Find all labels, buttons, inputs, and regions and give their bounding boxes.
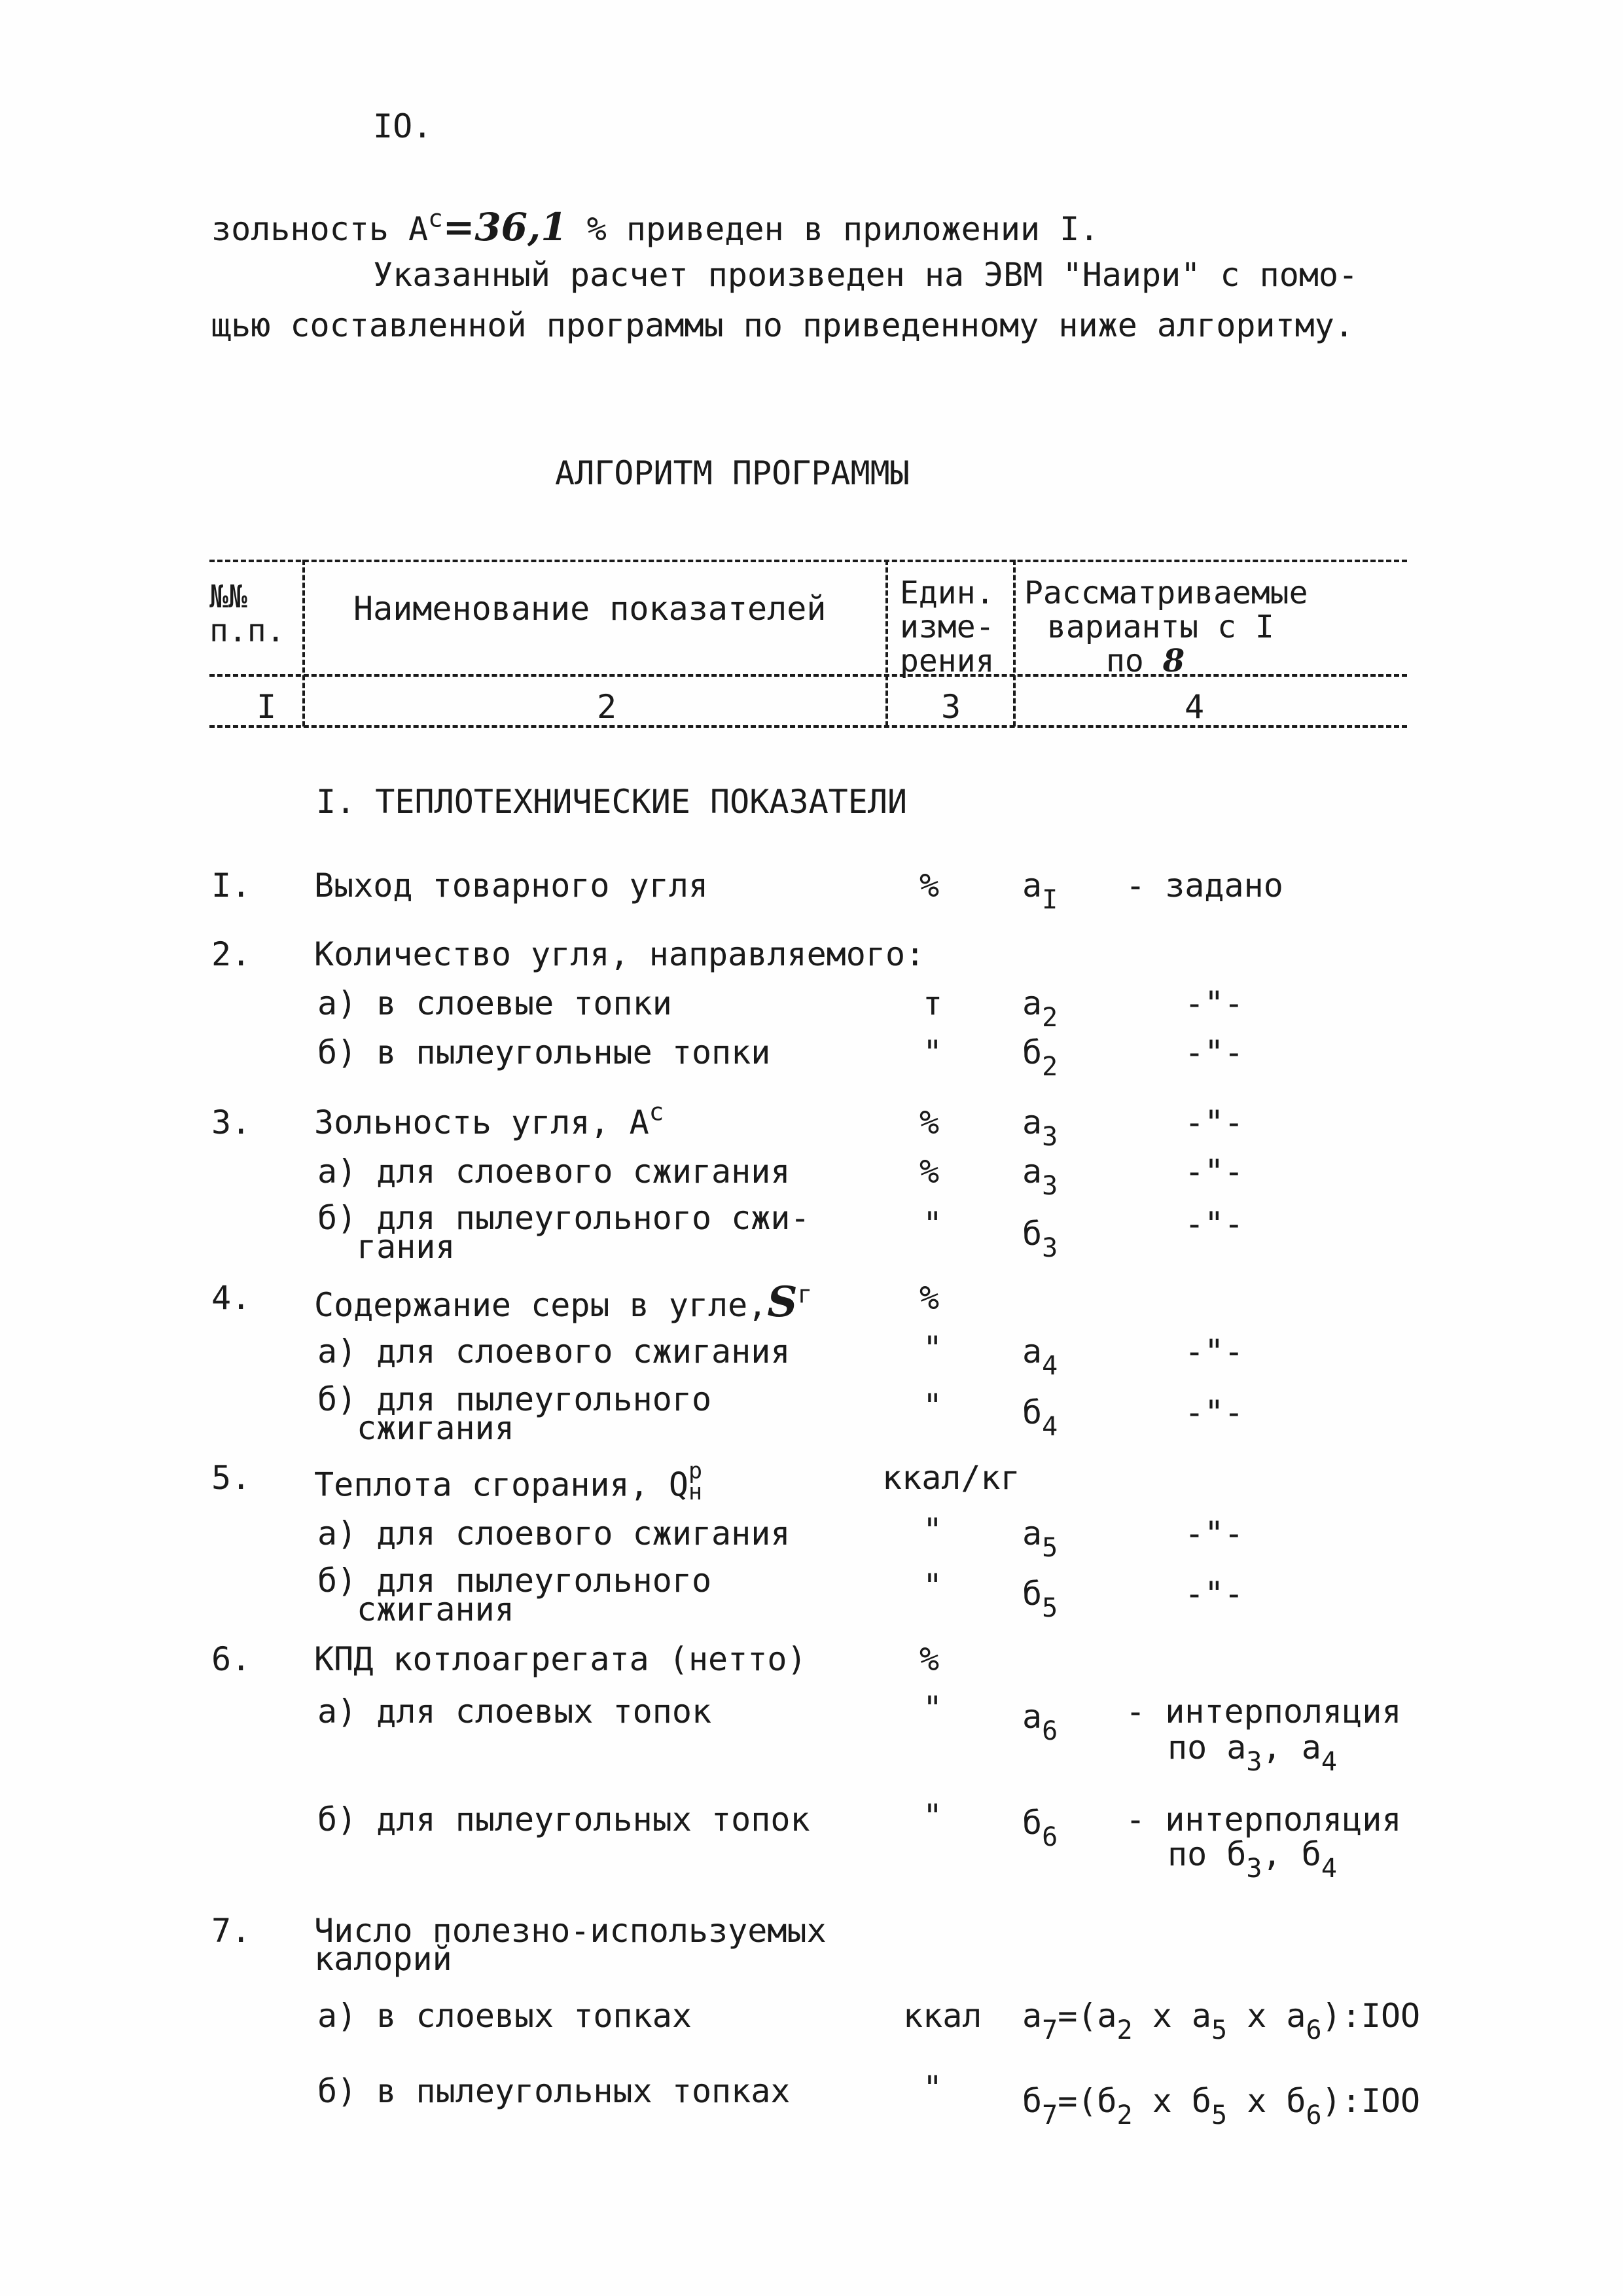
row-7a-formula (1022, 1997, 1421, 2045)
header-col1-line2: п.п. (209, 613, 285, 649)
note-index-1: 3 (1246, 1747, 1262, 1777)
row-7a-name: а) в слоевых топках (317, 1997, 692, 2035)
header-col3-line2: изме- (900, 609, 995, 645)
formula-part: х б (1227, 2082, 1306, 2120)
header-col4-po: по (1106, 643, 1144, 679)
row-2a-variable (1022, 984, 1058, 1033)
row-3-number: 3. (211, 1103, 251, 1141)
row-2a-name: а) в слоевые топки (317, 984, 672, 1022)
row-5-name (314, 1458, 703, 1505)
row-5a-ditto: -"- (1185, 1515, 1244, 1552)
row-1-note: - задано (1126, 867, 1283, 905)
var-letter: б (1022, 1033, 1043, 1071)
row-6b-variable (1022, 1804, 1058, 1852)
row-6a-note-2 (1168, 1729, 1337, 1777)
row-4b-name: б) для пылеугольного (317, 1380, 712, 1418)
row-2-number: 2. (211, 935, 251, 973)
formula-part: х а (1227, 1997, 1306, 2035)
ash-value-handwritten: =36,1 (442, 205, 567, 249)
row-6b-unit: " (923, 1797, 943, 1835)
note-mid: , б (1262, 1835, 1321, 1873)
row-3-ditto: -"- (1185, 1103, 1244, 1141)
row-4b-variable (1022, 1393, 1058, 1442)
page-number: IO. (373, 107, 433, 145)
row-6-unit: % (919, 1640, 940, 1678)
col-number-3: 3 (941, 688, 961, 726)
row-4b-ditto: -"- (1185, 1393, 1244, 1431)
row-6b-note-1: - интерполяция (1126, 1801, 1402, 1839)
row-1-number: I. (211, 867, 251, 905)
row-3a-name: а) для слоевого сжигания (317, 1153, 791, 1191)
row-5b-variable (1022, 1575, 1058, 1623)
formula-lhs: б (1022, 2082, 1043, 2120)
table-divider-3 (1013, 560, 1016, 726)
note-index-1: 3 (1246, 1854, 1262, 1884)
header-col2: Наименование показателей (353, 590, 827, 628)
row-1-name: Выход товарного угля (314, 867, 709, 905)
row-7-name-2: калорий (314, 1940, 452, 1978)
row-4a-variable (1022, 1333, 1058, 1381)
row-2-name: Количество угля, направляемого: (314, 935, 925, 973)
row-3a-ditto: -"- (1185, 1153, 1244, 1191)
row-7b-unit: " (923, 2069, 943, 2107)
row-7-number: 7. (211, 1912, 251, 1950)
var-letter: а (1022, 1103, 1043, 1141)
row-2b-unit: " (923, 1033, 943, 1071)
row-3b-name-2: гания (357, 1228, 455, 1266)
row-5-name-sup: р (688, 1458, 703, 1484)
formula-part: х б (1132, 2082, 1212, 2120)
header-col4-handwritten: 8 (1162, 643, 1185, 679)
intro-line-2: Указанный расчет произведен на ЭВМ "Наири" с помо- (373, 256, 1359, 294)
formula-index: 5 (1211, 2100, 1228, 2130)
algorithm-title: АЛГОРИТМ ПРОГРАММЫ (555, 454, 910, 492)
row-4-name (314, 1278, 813, 1327)
section-title: I. ТЕПЛОТЕХНИЧЕСКИЕ ПОКАЗАТЕЛИ (316, 783, 908, 821)
row-6b-note-2 (1168, 1835, 1337, 1884)
var-letter: а (1022, 867, 1043, 905)
formula-part: х а (1132, 1997, 1212, 2035)
row-3b-variable (1022, 1215, 1058, 1263)
var-index: 3 (1042, 1122, 1058, 1152)
var-letter: а (1022, 984, 1043, 1022)
row-7a-unit: ккал (903, 1997, 982, 2035)
var-index: 2 (1042, 1003, 1058, 1033)
row-1-unit: % (919, 867, 940, 905)
row-4b-name-2: сжигания (357, 1409, 514, 1447)
row-2b-ditto: -"- (1185, 1033, 1244, 1071)
header-col4-line3 (1106, 644, 1185, 678)
row-5-unit: ккал/кг (882, 1459, 1020, 1497)
row-5-name-text: Теплота сгорания, Q (314, 1465, 688, 1504)
row-4-unit: % (919, 1279, 940, 1317)
note-prefix: по а (1168, 1729, 1247, 1767)
row-6-number: 6. (211, 1640, 251, 1678)
row-4a-ditto: -"- (1185, 1333, 1244, 1371)
row-3-name-sup: с (649, 1097, 664, 1126)
row-5b-unit: " (923, 1567, 943, 1605)
row-3-name-text: Зольность угля, А (314, 1103, 649, 1141)
row-3b-name: б) для пылеугольного сжи- (317, 1199, 810, 1237)
intro-line-1 (211, 204, 1099, 249)
formula-index: 6 (1306, 2100, 1322, 2130)
note-mid: , а (1262, 1729, 1321, 1767)
formula-index: 2 (1116, 2100, 1133, 2130)
formula-part: ):IOO (1321, 2082, 1421, 2120)
row-4-name-sup: г (797, 1280, 813, 1309)
row-6a-variable (1022, 1698, 1058, 1746)
var-letter: б (1022, 1804, 1043, 1842)
var-letter: б (1022, 1215, 1043, 1253)
row-2a-ditto: -"- (1185, 984, 1244, 1022)
var-index: 5 (1042, 1533, 1058, 1563)
table-header-rule (209, 674, 1407, 677)
col-number-4: 4 (1185, 688, 1205, 726)
row-3a-unit: % (919, 1153, 940, 1191)
row-3b-unit: " (923, 1205, 943, 1243)
row-7b-formula (1022, 2082, 1421, 2130)
row-5a-name: а) для слоевого сжигания (317, 1515, 791, 1552)
table-top-rule (209, 560, 1407, 562)
var-letter: б (1022, 1575, 1043, 1613)
formula-part: =(б (1058, 2082, 1117, 2120)
row-6-name: КПД котлоагрегата (нетто) (314, 1640, 807, 1678)
row-5b-name: б) для пылеугольного (317, 1562, 712, 1600)
formula-lhs-index: 7 (1042, 2015, 1058, 2045)
note-index-2: 4 (1321, 1747, 1337, 1777)
row-4-name-handwritten: S (767, 1278, 798, 1327)
row-2a-unit: т (923, 984, 943, 1022)
formula-lhs: а (1022, 1997, 1043, 2035)
var-letter: а (1022, 1333, 1043, 1371)
ash-superscript: с (428, 204, 443, 233)
col-number-1: I (257, 688, 277, 726)
row-6a-note-1: - интерполяция (1126, 1693, 1402, 1731)
row-5b-name-2: сжигания (357, 1590, 514, 1628)
row-7-name: Число полезно-используемых (314, 1912, 827, 1950)
row-3-variable (1022, 1103, 1058, 1152)
intro-line-1-prefix: зольность А (211, 210, 429, 248)
row-6a-unit: " (923, 1689, 943, 1727)
row-4-name-text: Содержание серы в угле, (314, 1286, 768, 1324)
formula-index: 5 (1211, 2015, 1228, 2045)
row-3-unit: % (919, 1103, 940, 1141)
row-5b-ditto: -"- (1185, 1575, 1244, 1613)
row-5a-unit: " (923, 1511, 943, 1549)
var-index: I (1042, 885, 1058, 915)
header-col3-line1: Един. (900, 575, 995, 611)
row-1-variable (1022, 867, 1058, 915)
row-6a-name: а) для слоевых топок (317, 1693, 712, 1731)
var-index: 6 (1042, 1716, 1058, 1746)
var-index: 3 (1042, 1171, 1058, 1201)
header-col1-line1: №№ (209, 579, 247, 615)
col-number-2: 2 (597, 688, 617, 726)
row-5a-variable (1022, 1515, 1058, 1563)
var-letter: б (1022, 1393, 1043, 1431)
table-numbers-rule (209, 725, 1407, 728)
row-2b-variable (1022, 1033, 1058, 1082)
intro-line-3: щью составленной программы по приведенному ниже алгоритму. (211, 306, 1354, 344)
var-letter: а (1022, 1698, 1043, 1736)
header-col3-line3: рения (900, 643, 995, 679)
intro-line-1-suffix: % приведен в приложении I. (586, 210, 1099, 248)
row-5-name-indices (688, 1458, 703, 1505)
var-index: 6 (1042, 1822, 1058, 1852)
formula-index: 6 (1306, 2015, 1322, 2045)
formula-index: 2 (1116, 2015, 1133, 2045)
row-5-name-sub: н (688, 1479, 703, 1505)
row-3b-ditto: -"- (1185, 1205, 1244, 1243)
row-3-name (314, 1097, 664, 1141)
var-index: 3 (1042, 1233, 1058, 1263)
row-4-number: 4. (211, 1279, 251, 1317)
formula-part: =(а (1058, 1997, 1117, 2035)
formula-lhs-index: 7 (1042, 2100, 1058, 2130)
header-col4-line2: варианты с I (1047, 609, 1274, 645)
note-prefix: по б (1168, 1835, 1247, 1873)
row-5-number: 5. (211, 1459, 251, 1497)
row-6b-name: б) для пылеугольных топок (317, 1801, 810, 1839)
row-4a-name: а) для слоевого сжигания (317, 1333, 791, 1371)
var-letter: а (1022, 1153, 1043, 1191)
row-4b-unit: " (923, 1387, 943, 1425)
row-2b-name: б) в пылеугольные топки (317, 1033, 771, 1071)
row-7b-name: б) в пылеугольных топках (317, 2072, 791, 2110)
formula-part: ):IOO (1321, 1997, 1421, 2035)
row-4a-unit: " (923, 1329, 943, 1367)
var-index: 4 (1042, 1351, 1058, 1381)
var-index: 5 (1042, 1593, 1058, 1623)
var-letter: а (1022, 1515, 1043, 1552)
table-divider-1 (302, 560, 305, 726)
var-index: 4 (1042, 1412, 1058, 1442)
var-index: 2 (1042, 1052, 1058, 1082)
note-index-2: 4 (1321, 1854, 1337, 1884)
table-divider-2 (885, 560, 888, 726)
row-3a-variable (1022, 1153, 1058, 1201)
header-col4-line1: Рассматриваемые (1024, 575, 1308, 611)
